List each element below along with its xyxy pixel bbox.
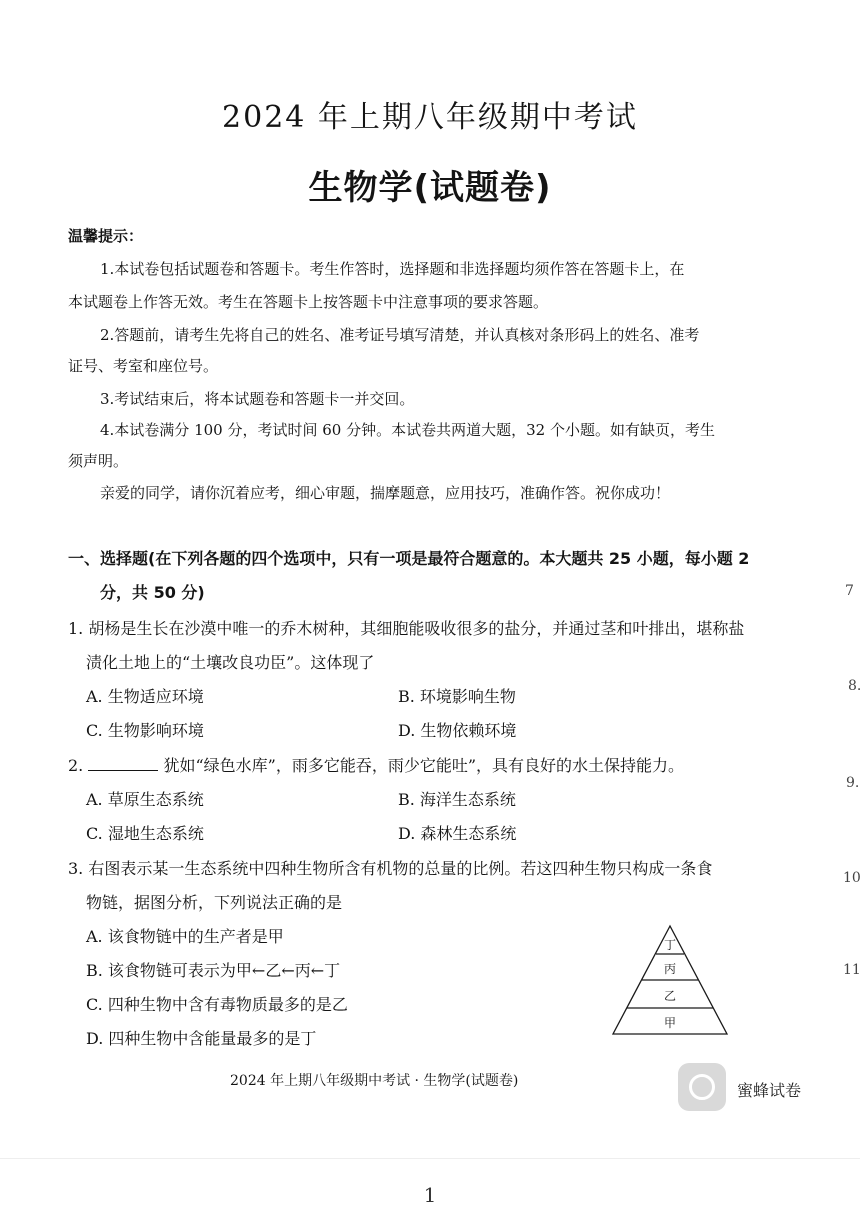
page-footer: 2024 年上期八年级期中考试 · 生物学(试题卷) [230, 1073, 519, 1089]
question-3-stem-cont: 物链，据图分析，下列说法正确的是 [86, 893, 343, 912]
page-number: 1 [423, 1183, 437, 1207]
question-3-option-d: D. 四种生物中含能量最多的是丁 [86, 1029, 317, 1048]
pyramid-level-1: 丁 [663, 938, 677, 952]
question-1-stem-cont: 渍化土地上的“土壤改良功臣”。这体现了 [86, 653, 375, 672]
question-2-option-b: B. 海洋生态系统 [398, 790, 516, 809]
notice-line: 证号、考室和座位号。 [68, 357, 219, 375]
question-1-stem: 1. 胡杨是生长在沙漠中唯一的乔木树种，其细胞能吸收很多的盐分，并通过茎和叶排出，堪称盐 [68, 619, 745, 638]
question-2-number: 2. [68, 756, 84, 775]
question-3-option-b: B. 该食物链可表示为甲←乙←丙←丁 [86, 961, 341, 980]
notice-line: 3.考试结束后，将本试题卷和答题卡一并交回。 [100, 390, 415, 408]
question-2-text: 犹如“绿色水库”，雨多它能吞，雨少它能吐”，具有良好的水土保持能力。 [163, 756, 684, 775]
edge-mark: 7 [845, 583, 854, 599]
question-1-option-c: C. 生物影响环境 [86, 721, 204, 740]
brand-logo [678, 1063, 726, 1111]
notice-heading: 温馨提示： [68, 227, 144, 245]
notice-line: 1.本试卷包括试题卷和答题卡。考生作答时，选择题和非选择题均须作答在答题卡上，在 [100, 260, 685, 278]
question-2-option-c: C. 湿地生态系统 [86, 824, 204, 843]
notice-line: 亲爱的同学，请你沉着应考，细心审题，揣摩题意，应用技巧，准确作答。祝你成功！ [100, 484, 671, 502]
edge-mark: 10 [843, 870, 861, 886]
notice-line: 本试题卷上作答无效。考生在答题卡上按答题卡中注意事项的要求答题。 [68, 293, 549, 311]
notice-line: 4.本试卷满分 100 分，考试时间 60 分钟。本试卷共两道大题，32 个小题。如有缺页，考生 [100, 421, 715, 439]
question-3-option-c: C. 四种生物中含有毒物质最多的是乙 [86, 995, 348, 1014]
notice-line: 须声明。 [68, 452, 129, 470]
pyramid-level-3: 乙 [663, 989, 677, 1003]
question-2-stem [68, 753, 684, 776]
question-2-option-a: A. 草原生态系统 [86, 790, 204, 809]
pyramid-level-2: 丙 [663, 962, 677, 976]
brand-name: 蜜蜂试卷 [737, 1081, 802, 1100]
subject-title: 生物学(试题卷) [308, 168, 552, 208]
exam-title: 2024 年上期八年级期中考试 [222, 100, 638, 135]
question-3-option-a: A. 该食物链中的生产者是甲 [86, 927, 284, 946]
energy-pyramid-diagram [605, 922, 735, 1040]
pyramid-level-4: 甲 [663, 1016, 677, 1030]
question-2-option-d: D. 森林生态系统 [398, 824, 517, 843]
question-1-option-a: A. 生物适应环境 [86, 687, 204, 706]
section-heading: 一、选择题(在下列各题的四个选项中，只有一项是最符合题意的。本大题共 25 小题，每小题 2 [68, 549, 750, 568]
question-1-option-b: B. 环境影响生物 [398, 687, 516, 706]
edge-mark: 8. [848, 678, 861, 694]
answer-blank [88, 756, 158, 771]
page-separator [0, 1158, 860, 1159]
edge-mark: 11 [843, 962, 861, 978]
question-1-option-d: D. 生物依赖环境 [398, 721, 517, 740]
notice-line: 2.答题前，请考生先将自己的姓名、准考证号填写清楚，并认真核对条形码上的姓名、准考 [100, 326, 700, 344]
section-heading-cont: 分，共 50 分) [100, 583, 205, 602]
question-3-stem: 3. 右图表示某一生态系统中四种生物所含有机物的总量的比例。若这四种生物只构成一条食 [68, 859, 713, 878]
edge-mark: 9. [846, 775, 860, 791]
